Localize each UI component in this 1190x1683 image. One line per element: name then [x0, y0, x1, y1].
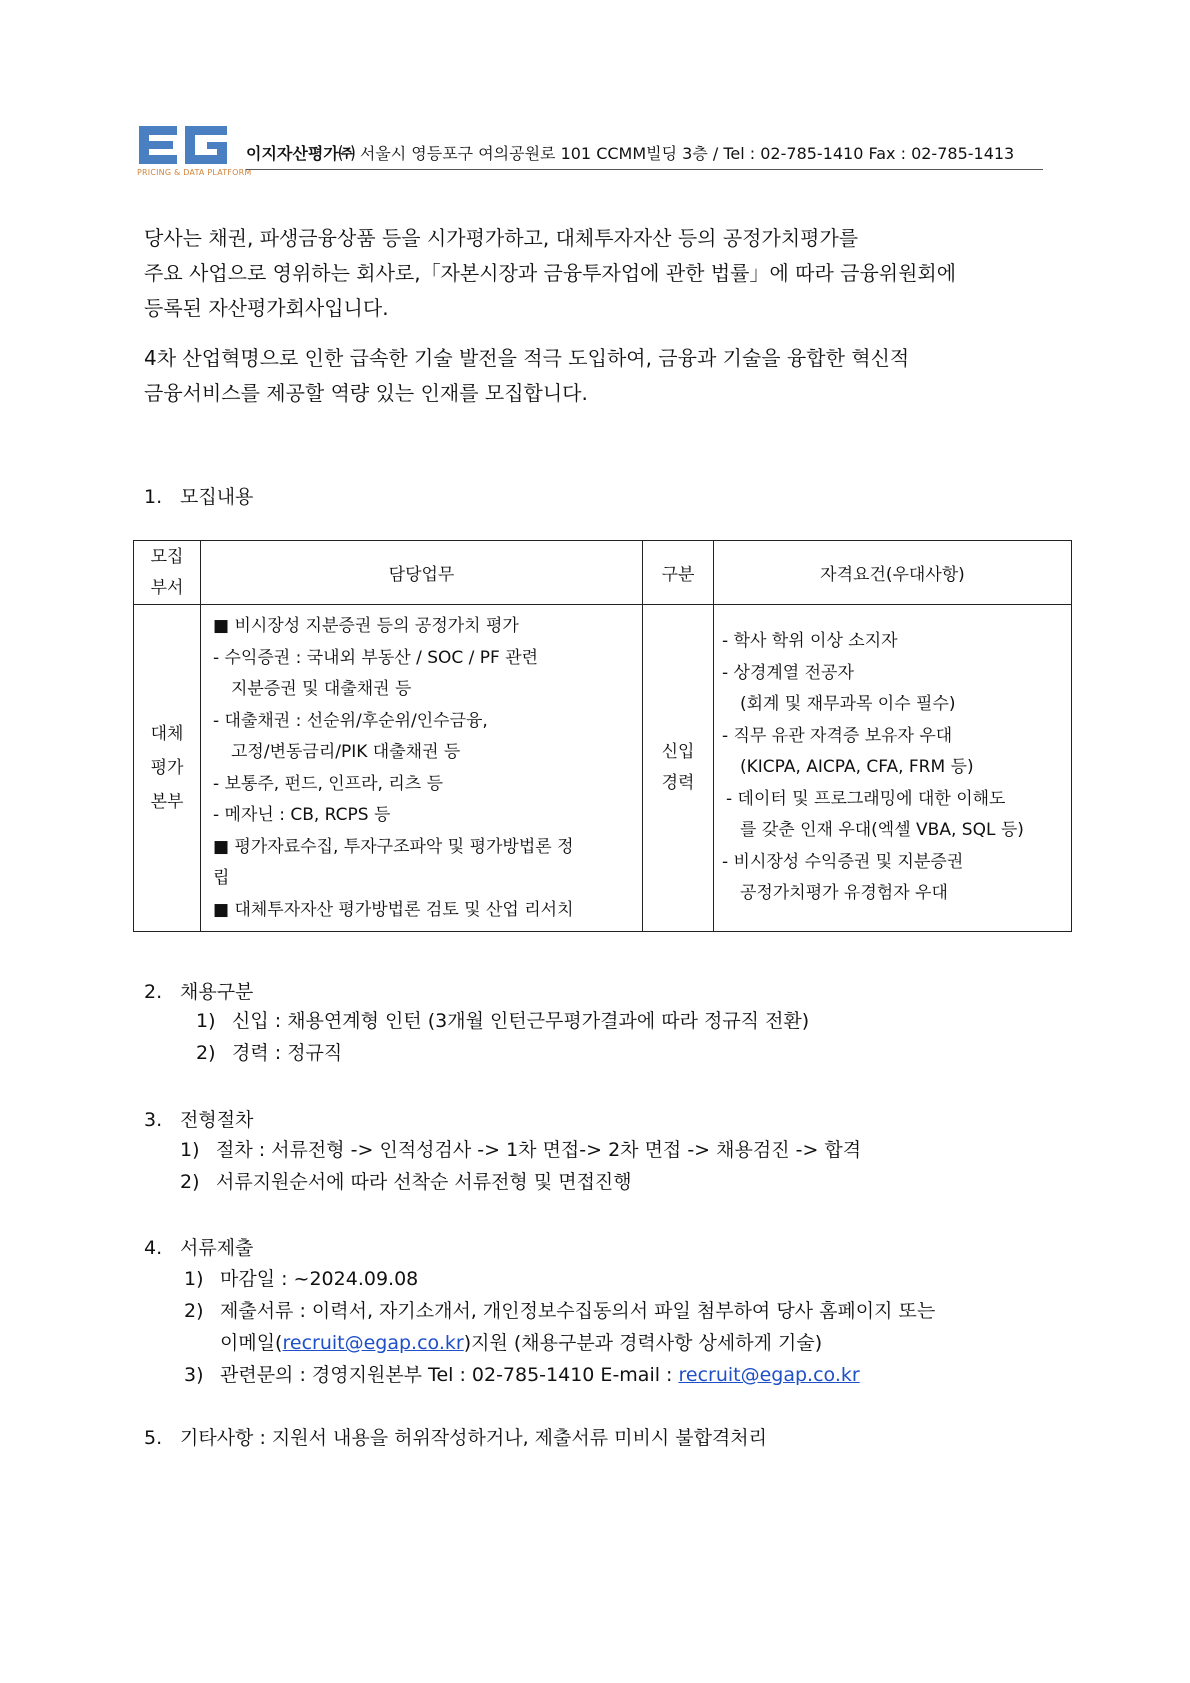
requirement-line: - 학사 학위 이상 소지자 [722, 631, 898, 651]
intro-paragraph-1 [144, 221, 956, 326]
duty-line: - 메자닌 : CB, RCPS 등 [213, 805, 391, 825]
list-item: 1) 절차 : 서류전형 -> 인적성검사 -> 1차 면접-> 2차 면접 -> 채용검진 -> 합격 [180, 1139, 862, 1161]
list-item: 3) 관련문의 : 경영지원본부 Tel : 02-785-1410 E-mail : recruit@egap.co.kr [184, 1364, 860, 1386]
list-item: 1) 신입 : 채용연계형 인턴 (3개월 인턴근무평가결과에 따라 정규직 전환) [196, 1010, 810, 1032]
recruitment-table [133, 540, 1072, 932]
duty-line: - 수익증권 : 국내외 부동산 / SOC / PF 관련 [213, 647, 539, 668]
list-item: 2) 서류지원순서에 따라 선착순 서류전형 및 면접진행 [180, 1171, 632, 1193]
header-requirements: 자격요건(우대사항) [714, 541, 1072, 605]
list-item: 2) 제출서류 : 이력서, 자기소개서, 개인정보수집동의서 파일 첨부하여 당사 홈페이지 또는 [184, 1300, 936, 1322]
type-cell: 신입 경력 [643, 605, 714, 932]
intro-line: 등록된 자산평가회사입니다. [144, 296, 389, 320]
section-5-title: 5. 기타사항 : 지원서 내용을 허위작성하거나, 제출서류 미비시 불합격처리 [144, 1427, 767, 1449]
duty-line: 지분증권 및 대출채권 등 [231, 679, 412, 699]
section-1-title: 1. 모집내용 [144, 486, 254, 508]
requirements-cell [714, 605, 1072, 932]
section-4-title: 4. 서류제출 [144, 1237, 254, 1259]
duty-line: ■ 대체투자자산 평가방법론 검토 및 산업 리서치 [213, 899, 574, 920]
section-2-title: 2. 채용구분 [144, 981, 254, 1003]
intro-line: 주요 사업으로 영위하는 회사로,「자본시장과 금융투자업에 관한 법률」에 따라 금융위원회에 [144, 261, 957, 285]
requirement-line: - 직무 유관 자격증 보유자 우대 [722, 725, 953, 746]
duty-line: 고정/변동금리/PIK 대출채권 등 [231, 742, 461, 762]
duty-line: - 보통주, 펀드, 인프라, 리츠 등 [213, 773, 444, 794]
contact-email-link[interactable]: recruit@egap.co.kr [678, 1364, 860, 1386]
duty-line: - 대출채권 : 선순위/후순위/인수금융, [213, 710, 488, 731]
duty-line: 립 [213, 868, 230, 888]
header-dept: 모집 부서 [134, 541, 201, 605]
requirement-line: - 상경계열 전공자 [722, 662, 854, 683]
table-row [134, 605, 1072, 932]
header-type: 구분 [643, 541, 714, 605]
duties-cell [201, 605, 643, 932]
table-header-row [134, 541, 1072, 605]
company-address: 서울시 영등포구 여의공원로 101 CCMM빌딩 3층 / Tel : 02-785-1410 Fax : 02-785-1413 [359, 144, 1015, 163]
company-name: 이지자산평가㈜ [246, 144, 355, 163]
requirement-line: (회계 및 재무과목 이수 필수) [740, 694, 956, 714]
requirement-line: (KICPA, AICPA, CFA, FRM 등) [740, 757, 974, 777]
list-item: 2) 경력 : 정규직 [196, 1042, 343, 1064]
dept-cell: 대체 평가 본부 [134, 605, 201, 932]
company-logo [137, 122, 239, 174]
intro-line: 금융서비스를 제공할 역량 있는 인재를 모집합니다. [144, 381, 588, 405]
requirement-line: 공정가치평가 유경험자 우대 [740, 883, 948, 903]
duty-line: ■ 비시장성 지분증권 등의 공정가치 평가 [213, 616, 519, 636]
intro-paragraph-2 [144, 341, 909, 411]
intro-line: 당사는 채권, 파생금융상품 등을 시가평가하고, 대체투자자산 등의 공정가치평가를 [144, 226, 859, 250]
requirement-line: - 데이터 및 프로그래밍에 대한 이해도 [726, 788, 1006, 809]
header-info [246, 141, 1014, 164]
header-duty: 담당업무 [201, 541, 643, 605]
eg-logo-icon [137, 122, 239, 168]
duty-line: ■ 평가자료수집, 투자구조파악 및 평가방법론 정 [213, 836, 574, 857]
header-divider [246, 169, 1043, 170]
intro-line: 4차 산업혁명으로 인한 급속한 기술 발전을 적극 도입하여, 금융과 기술을 융합한 혁신적 [144, 346, 910, 370]
list-item: 1) 마감일 : ~2024.09.08 [184, 1268, 419, 1290]
section-3-title: 3. 전형절차 [144, 1109, 254, 1131]
email-link[interactable]: recruit@egap.co.kr [282, 1332, 464, 1354]
list-item-continued: 이메일(recruit@egap.co.kr)지원 (채용구분과 경력사항 상세하게 기술) [220, 1332, 823, 1354]
requirement-line: 를 갖춘 인재 우대(엑셀 VBA, SQL 등) [740, 820, 1024, 840]
requirement-line: - 비시장성 수익증권 및 지분증권 [722, 851, 964, 872]
logo-subtitle: PRICING & DATA PLATFORM [137, 168, 252, 177]
